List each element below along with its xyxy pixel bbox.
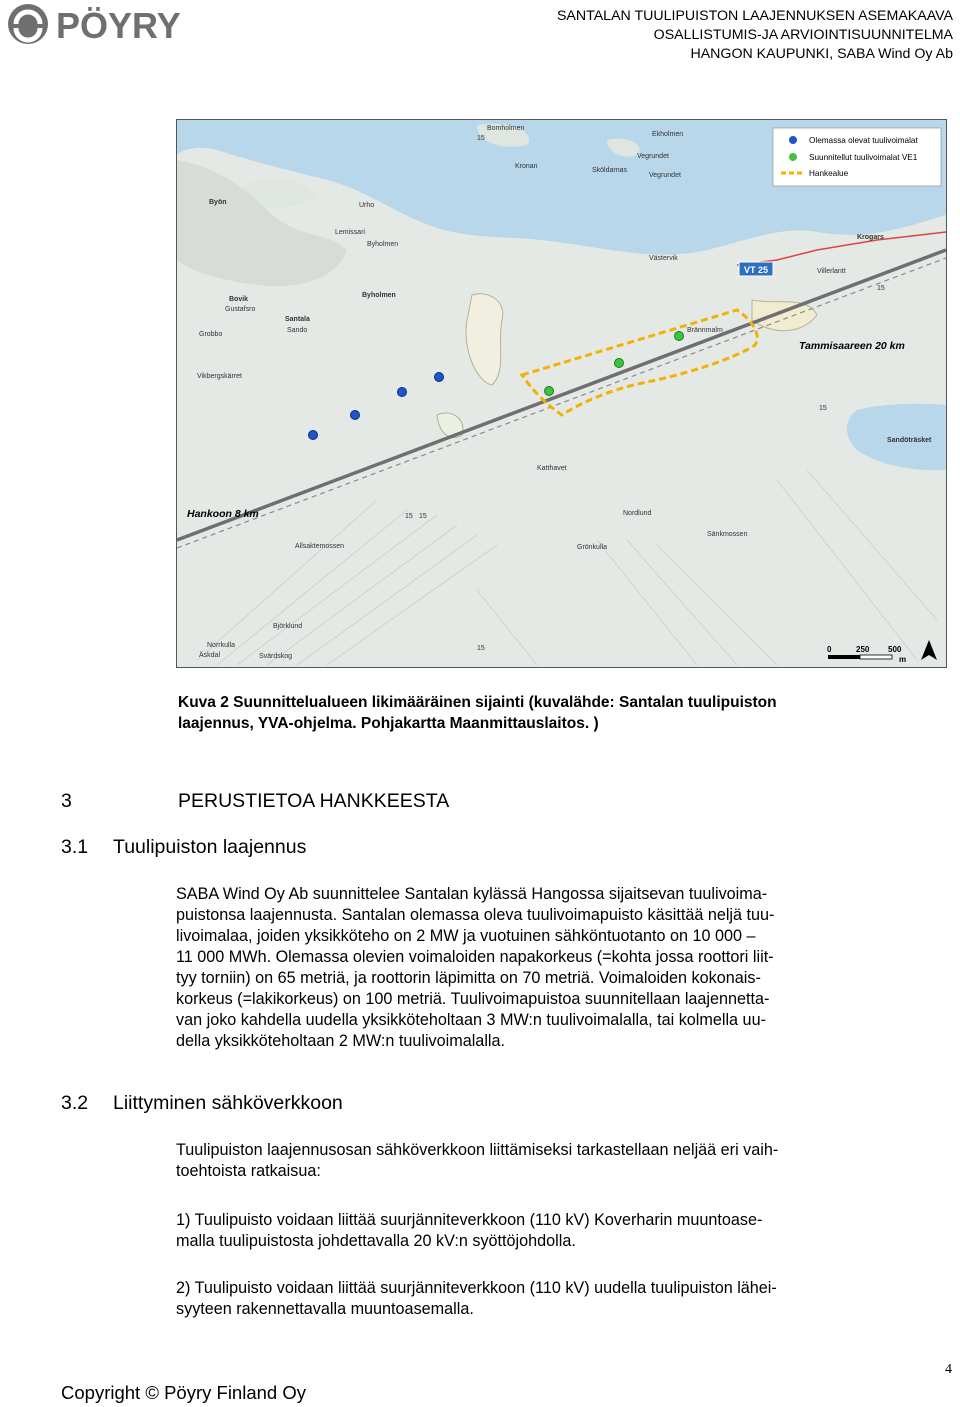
label-sandotrasket: Sandöträsket (887, 437, 932, 444)
copyright: Copyright © Pöyry Finland Oy (61, 1382, 306, 1403)
label-allsaktemossen: Allsaktemossen (295, 543, 345, 550)
label-norrkulla: Norrkulla (207, 642, 236, 649)
label-sando: Sando (287, 327, 308, 334)
label-contour-6: 15 (477, 645, 485, 652)
label-byon: Byön (209, 199, 227, 206)
label-contour-2: 15 (877, 285, 885, 292)
location-map (176, 119, 947, 668)
option-2 (176, 1278, 931, 1320)
section-3-2-number: 3.2 (61, 1092, 89, 1114)
paragraph-line: della yksikköteholtaan 2 MW:n tuulivoimalalla. (176, 1032, 506, 1050)
document-header (557, 7, 953, 64)
label-lemissari: Lemissari (335, 229, 365, 236)
label-ekholmen: Ekholmen (652, 131, 684, 138)
label-bomholmen: Bomholmen (487, 125, 525, 132)
distance-hanko: Hankoon 8 km (187, 508, 259, 520)
label-byholmen-1: Byholmen (367, 241, 399, 248)
label-contour-4: 15 (405, 513, 413, 520)
paragraph-line: van joko kahdella uudella yksikköteholtaan 3 MW:n tuulivoimalalla, tai kolmella uu- (176, 1011, 766, 1029)
section-3-number: 3 (61, 790, 72, 812)
label-villerlantt: Villerlantt (817, 268, 846, 275)
north-label: N (937, 638, 938, 639)
logo-text: PÖYRY (56, 5, 181, 46)
paragraph-line: malla tuulipuistosta johdettavalla 20 kV:n syöttöjohdolla. (176, 1232, 576, 1250)
map-legend (773, 128, 941, 186)
scale-250: 250 (856, 645, 870, 654)
paragraph-line: Tuulipuiston laajennusosan sähköverkkoon liittämiseksi tarkastellaan neljää eri vaih- (176, 1141, 779, 1159)
scale-500: 500 (888, 645, 902, 654)
label-gustafsro: Gustafsro (225, 306, 256, 313)
label-vegrundet-1: Vegrundet (637, 153, 669, 160)
section-3-2-title: Liittyminen sähköverkkoon (113, 1092, 343, 1114)
paragraph-line: puistonsa laajennusta. Santalan olemassa oleva tuulivoimapuisto käsittää neljä tuu- (176, 906, 775, 924)
road-label: VT 25 (744, 265, 769, 275)
label-byholmen-2: Byholmen (362, 292, 396, 299)
label-krogars: Krogars (857, 234, 884, 241)
poyry-logo-icon (6, 2, 246, 46)
paragraph-line: 11 000 MWh. Olemassa olevien voimaloiden napakorkeus (=kohta jossa roottori liit- (176, 948, 774, 966)
company-logo (6, 2, 246, 46)
label-vegrundet-2: Vegrundet (649, 172, 681, 179)
section-3-title: PERUSTIETOA HANKKEESTA (178, 790, 450, 812)
label-kronan: Kronan (515, 163, 538, 170)
road-sign-vt25 (739, 262, 773, 276)
label-katthavet: Katthavet (537, 465, 567, 472)
label-brannmalm: Brännmalm (687, 327, 723, 334)
legend-planned: Suunnitellut tuulivoimalat VE1 (809, 153, 918, 162)
header-client: HANGON KAUPUNKI, SABA Wind Oy Ab (690, 46, 953, 62)
label-contour-1: 15 (477, 135, 485, 142)
label-vikbergskarret: Vikbergskärret (197, 373, 243, 380)
figure-caption (178, 692, 898, 734)
label-nordlund: Nordlund (623, 510, 652, 517)
page-number: 4 (945, 1362, 952, 1377)
label-svardskog: Svärdskog (259, 653, 293, 660)
caption-line-1: Kuva 2 Suunnittelualueen likimääräinen sijainti (kuvalähde: Santalan tuulipuiston (178, 694, 777, 711)
legend-area: Hankealue (809, 169, 849, 178)
section-3-1-title: Tuulipuiston laajennus (113, 836, 307, 858)
scale-0: 0 (827, 645, 832, 654)
label-urho: Urho (359, 202, 375, 209)
paragraph-line: livoimalaa, joiden yksikköteho on 2 MW ja vuotuinen sähköntuotanto on 10 000 – (176, 927, 756, 945)
label-santala: Santala (285, 316, 310, 323)
label-contour-5: 15 (419, 513, 427, 520)
paragraph-line: syyteen rakennettavalla muuntoasemalla. (176, 1300, 474, 1318)
label-gronkulla: Grönkulla (577, 544, 607, 551)
label-grobbo: Grobbo (199, 331, 223, 338)
map-canvas (177, 120, 946, 667)
distance-tammisaari: Tammisaareen 20 km (799, 340, 905, 352)
paragraph-line: SABA Wind Oy Ab suunnittelee Santalan kylässä Hangossa sijaitsevan tuulivoima- (176, 885, 768, 903)
label-bjorklund: Björklund (273, 623, 303, 630)
caption-line-2: laajennus, YVA-ohjelma. Pohjakartta Maanmittauslaitos. ) (178, 715, 599, 732)
section-3-1-paragraph (176, 884, 931, 1052)
label-sankmossen: Sänkmossen (707, 531, 748, 538)
header-doc-type: OSALLISTUMIS-JA ARVIOINTISUUNNITELMA (653, 27, 953, 43)
legend-existing: Olemassa olevat tuulivoimalat (809, 136, 918, 145)
label-skoldarnas: Sköldarnas (592, 167, 628, 174)
paragraph-line: korkeus (=lakikorkeus) on 100 metriä. Tuulivoimapuistoa suunnitellaan laajennetta- (176, 990, 770, 1008)
label-bovik: Bovik (229, 296, 249, 303)
section-3-1-number: 3.1 (61, 836, 89, 858)
section-3-2-intro (176, 1140, 931, 1182)
header-project: SANTALAN TUULIPUISTON LAAJENNUKSEN ASEMAKAAVA (556, 8, 953, 24)
paragraph-line: 1) Tuulipuisto voidaan liittää suurjänniteverkkoon (110 kV) Koverharin muuntoase- (176, 1211, 763, 1229)
label-vastervik: Västervik (649, 255, 678, 262)
scale-unit: m (899, 655, 907, 664)
paragraph-line: tyy torniin) on 65 metriä, ja roottorin läpimitta on 70 metriä. Voimaloiden kokonais- (176, 969, 761, 987)
paragraph-line: 2) Tuulipuisto voidaan liittää suurjänniteverkkoon (110 kV) uudella tuulipuiston lähei- (176, 1279, 777, 1297)
label-askdal: Äskdal (199, 652, 221, 659)
paragraph-line: toehtoista ratkaisua: (176, 1162, 321, 1180)
label-contour-3: 15 (819, 405, 827, 412)
option-1 (176, 1210, 931, 1252)
